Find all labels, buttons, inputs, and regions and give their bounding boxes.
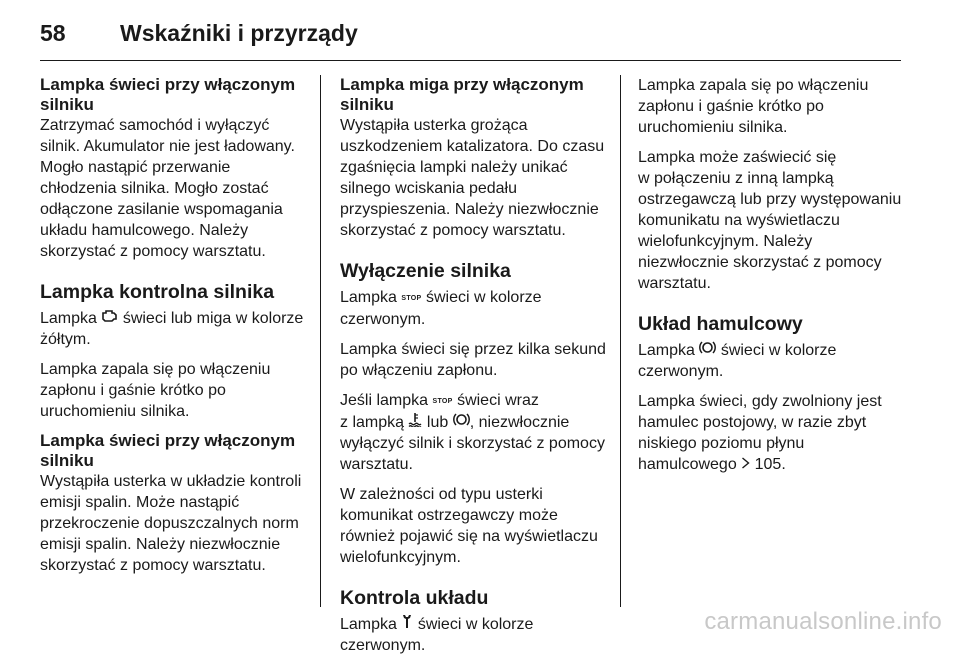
column-3 — [638, 75, 920, 475]
text-blink: Wystąpiła usterka grożąca uszkodzeniem katalizatora. Do czasu zgaśnięcia lampki należy unikać silnego wciskania pedału przyspieszenia. Należy niezwłocznie skorzystać z pomocy warsztatu. — [340, 117, 605, 239]
text-intro-2: Lampka może zaświecić się w połączeniu z inną lampką ostrzegawczą lub przy występowaniu komunikatu na wyświetlaczu wielofunkcyjnym. Należy niezwłocznie skorzystać z pomocy warsztatu. — [638, 149, 902, 292]
brake-warning-icon — [699, 340, 716, 361]
text-engine-on-1: Zatrzymać samochód i wyłączyć silnik. Akumulator nie jest ładowany. Mogło nastąpić przerwanie chłodzenia silnika. Mogło zostać odłączone zasilanie wspomagania układu hamulcowego. Należy skorzystać z pomocy warsztatu. — [40, 117, 295, 260]
heading-engine-on-2: Lampka świeci przy włączonym silniku — [40, 431, 296, 470]
coolant-temperature-icon — [408, 412, 422, 433]
engine-check-icon — [101, 308, 118, 329]
watermark: carmanualsonline.info — [704, 608, 942, 635]
text-engine-light: Lampka świeci lub miga w kolorze żółtym. — [40, 310, 304, 348]
text-shutdown-1: Lampka STOP świeci w kolorze czerwonym. — [340, 289, 542, 328]
column-divider-2 — [620, 75, 621, 607]
column-1 — [40, 75, 312, 576]
text-engine-on-2: Wystąpiła usterka w układzie kontroli emisji spalin. Może nastąpić przekroczenie dopuszczalnych norm emisji spalin. Należy niezwłocznie skorzystać z pomocy warsztatu. — [40, 473, 302, 574]
heading-system-check: Kontrola układu — [340, 587, 489, 609]
text-brakes-1: Lampka świeci w kolorze czerwonym. — [638, 342, 837, 380]
heading-blink: Lampka miga przy włączonym silniku — [340, 75, 584, 114]
page-title: Wskaźniki i przyrządy — [120, 20, 358, 46]
heading-engine-on-1: Lampka świeci przy włączonym silniku — [40, 75, 296, 114]
text-intro-1: Lampka zapala się po włączeniu zapłonu i gaśnie krótko po uruchomieniu silnika. — [638, 77, 869, 136]
page-reference-arrow-icon — [741, 454, 750, 475]
heading-engine-light: Lampka kontrolna silnika — [40, 281, 275, 303]
text-shutdown-4: W zależności od typu usterki komunikat ostrzegawczy może również pojawić się na wyświetlaczu wielofunkcyjnym. — [340, 486, 598, 566]
text-brakes-2: Lampka świeci, gdy zwolniony jest hamulec postojowy, w razie zbyt niskiego poziomu płynu hamulcowego 105. — [638, 393, 882, 473]
brake-warning-icon — [453, 412, 470, 433]
column-2 — [340, 75, 612, 656]
text-engine-light-2: Lampka zapala się po włączeniu zapłonu i gaśnie krótko po uruchomieniu silnika. — [40, 361, 271, 420]
page-number: 58 — [40, 20, 66, 46]
heading-shutdown: Wyłączenie silnika — [340, 260, 511, 282]
stop-icon: STOP — [401, 295, 422, 302]
page-reference[interactable]: 105. — [754, 456, 786, 473]
wrench-icon — [401, 614, 413, 635]
column-divider-1 — [320, 75, 321, 607]
text-shutdown-3: Jeśli lampka STOP świeci wraz z lampką lub , niezwłocznie wyłączyć silnik i skorzystać z pomocy warsztatu. — [340, 392, 605, 473]
text-system-check: Lampka świeci w kolorze czerwonym. — [340, 616, 534, 654]
heading-brakes: Układ hamulcowy — [638, 313, 803, 335]
text-shutdown-2: Lampka świeci się przez kilka sekund po włączeniu zapłonu. — [340, 341, 606, 379]
stop-icon: STOP — [432, 398, 453, 405]
header-rule — [40, 60, 901, 61]
